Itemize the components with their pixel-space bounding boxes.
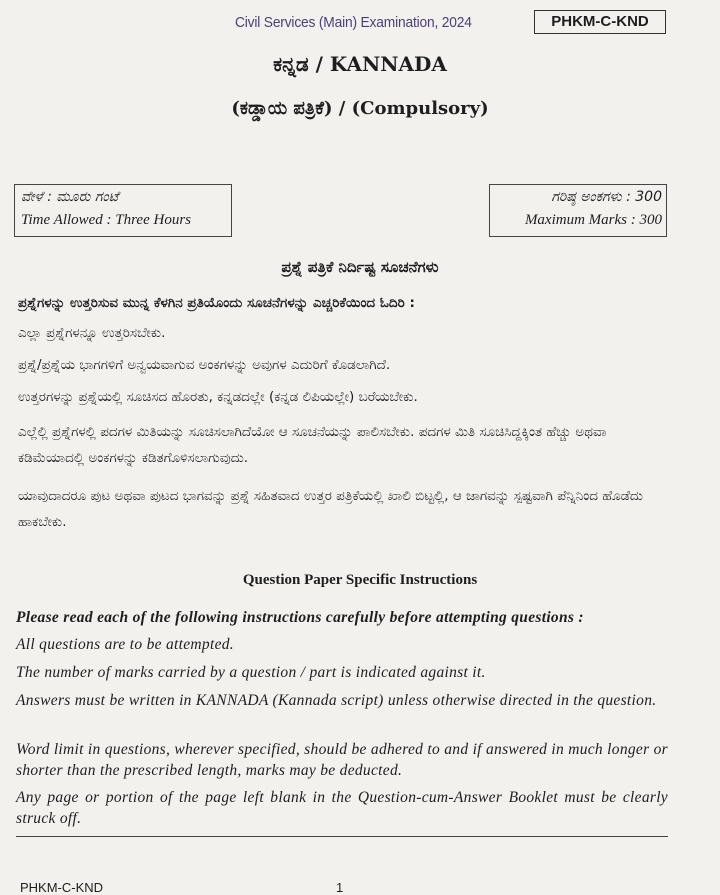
subject-title: ಕನ್ನಡ / KANNADA — [273, 52, 447, 76]
english-instruction-1: All questions are to be attempted. — [16, 636, 234, 653]
kannada-instructions-intro: ಪ್ರಶ್ನೆಗಳನ್ನು ಉತ್ತರಿಸುವ ಮುನ್ನ ಕೆಳಗಿನ ಪ್ರತಿಯೊಂದು ಸೂಚನೆಗಳನ್ನು ಎಚ್ಚರಿಕೆಯಿಂದ ಓದಿರಿ : — [18, 295, 415, 311]
maximum-marks-en: Maximum Marks : 300 — [524, 212, 662, 228]
kannada-instruction-2: ಪ್ರಶ್ನೆ/ಪ್ರಶ್ನೆಯ ಭಾಗಗಳಿಗೆ ಅನ್ವಯವಾಗುವ ಅಂಕಗಳನ್ನು ಅವುಗಳ ಎದುರಿಗೆ ಕೊಡಲಾಗಿದೆ. — [18, 357, 391, 373]
kannada-instruction-5: ಯಾವುದಾದರೂ ಪುಟ ಅಥವಾ ಪುಟದ ಭಾಗವನ್ನು ಪ್ರಶ್ನೆ ಸಹಿತವಾದ ಉತ್ತರ ಪತ್ರಿಕೆಯಲ್ಲಿ ಖಾಲಿ ಬಿಟ್ಟಲ್ಲಿ, ಆ ಜಾಗವನ್ನು ಸ್ಪಷ್ಟವಾಗಿ ಪೆನ್ನಿನಿಂದ ಹೊಡೆದು ಹಾಕಬೇಕು. — [18, 488, 643, 530]
footer-paper-code: PHKM-C-KND — [20, 880, 104, 895]
maximum-marks-box — [489, 184, 667, 237]
maximum-marks-kn: ಗರಿಷ್ಠ ಅಂಕಗಳು : 300 — [551, 189, 662, 205]
exam-title: Civil Services (Main) Examination, 2024 — [235, 14, 472, 31]
time-allowed-kn: ವೇಳೆ : ಮೂರು ಗಂಟೆ — [21, 189, 119, 205]
kannada-instructions-heading: ಪ್ರಶ್ನೆ ಪತ್ರಿಕೆ ನಿರ್ದಿಷ್ಟ ಸೂಚನೆಗಳು — [281, 258, 439, 276]
kannada-instruction-4: ಎಲ್ಲೆಲ್ಲಿ ಪ್ರಶ್ನೆಗಳಲ್ಲಿ ಪದಗಳ ಮಿತಿಯನ್ನು ಸೂಚಿಸಲಾಗಿದೆಯೋ ಆ ಸೂಚನೆಯನ್ನು ಪಾಲಿಸಬೇಕು. ಪದಗಳ ಮಿತಿ ಸೂಚಿಸಿದ್ದಕ್ಕಿಂತ ಹೆಚ್ಚು ಅಥವಾ ಕಡಿಮೆಯಾದಲ್ಲಿ ಅಂಕಗಳನ್ನು ಕಡಿತಗೊಳಿಸಲಾಗುವುದು. — [18, 424, 607, 466]
kannada-instruction-1: ಎಲ್ಲಾ ಪ್ರಶ್ನೆಗಳನ್ನೂ ಉತ್ತರಿಸಬೇಕು. — [18, 325, 166, 341]
english-instruction-3: Answers must be written in KANNADA (Kannada script) unless otherwise directed in the question. — [16, 692, 657, 709]
time-allowed-en: Time Allowed : Three Hours — [21, 212, 192, 228]
paper-code-box: PHKM-C-KND — [534, 10, 666, 34]
english-instruction-4: Word limit in questions, wherever specified, should be adhered to and if answered in much longer or shorter than the prescribed length, marks may be deducted. — [16, 741, 668, 779]
compulsory-label: (ಕಡ್ಡಾಯ ಪತ್ರಿಕೆ) / (Compulsory) — [231, 98, 489, 119]
kannada-instruction-3: ಉತ್ತರಗಳನ್ನು ಪ್ರಶ್ನೆಯಲ್ಲಿ ಸೂಚಿಸದ ಹೊರತು, ಕನ್ನಡದಲ್ಲೇ (ಕನ್ನಡ ಲಿಪಿಯಲ್ಲೇ) ಬರೆಯಬೇಕು. — [18, 389, 418, 405]
time-allowed-box — [14, 184, 232, 237]
page-number: 1 — [336, 880, 344, 895]
english-instructions-intro: Please read each of the following instructions carefully before attempting questions : — [16, 609, 584, 626]
english-instruction-2: The number of marks carried by a question / part is indicated against it. — [16, 664, 486, 681]
english-instruction-5: Any page or portion of the page left blank in the Question-cum-Answer Booklet must be clearly struck off. — [16, 789, 668, 827]
english-instructions-heading: Question Paper Specific Instructions — [242, 572, 478, 588]
divider-line — [16, 836, 668, 837]
